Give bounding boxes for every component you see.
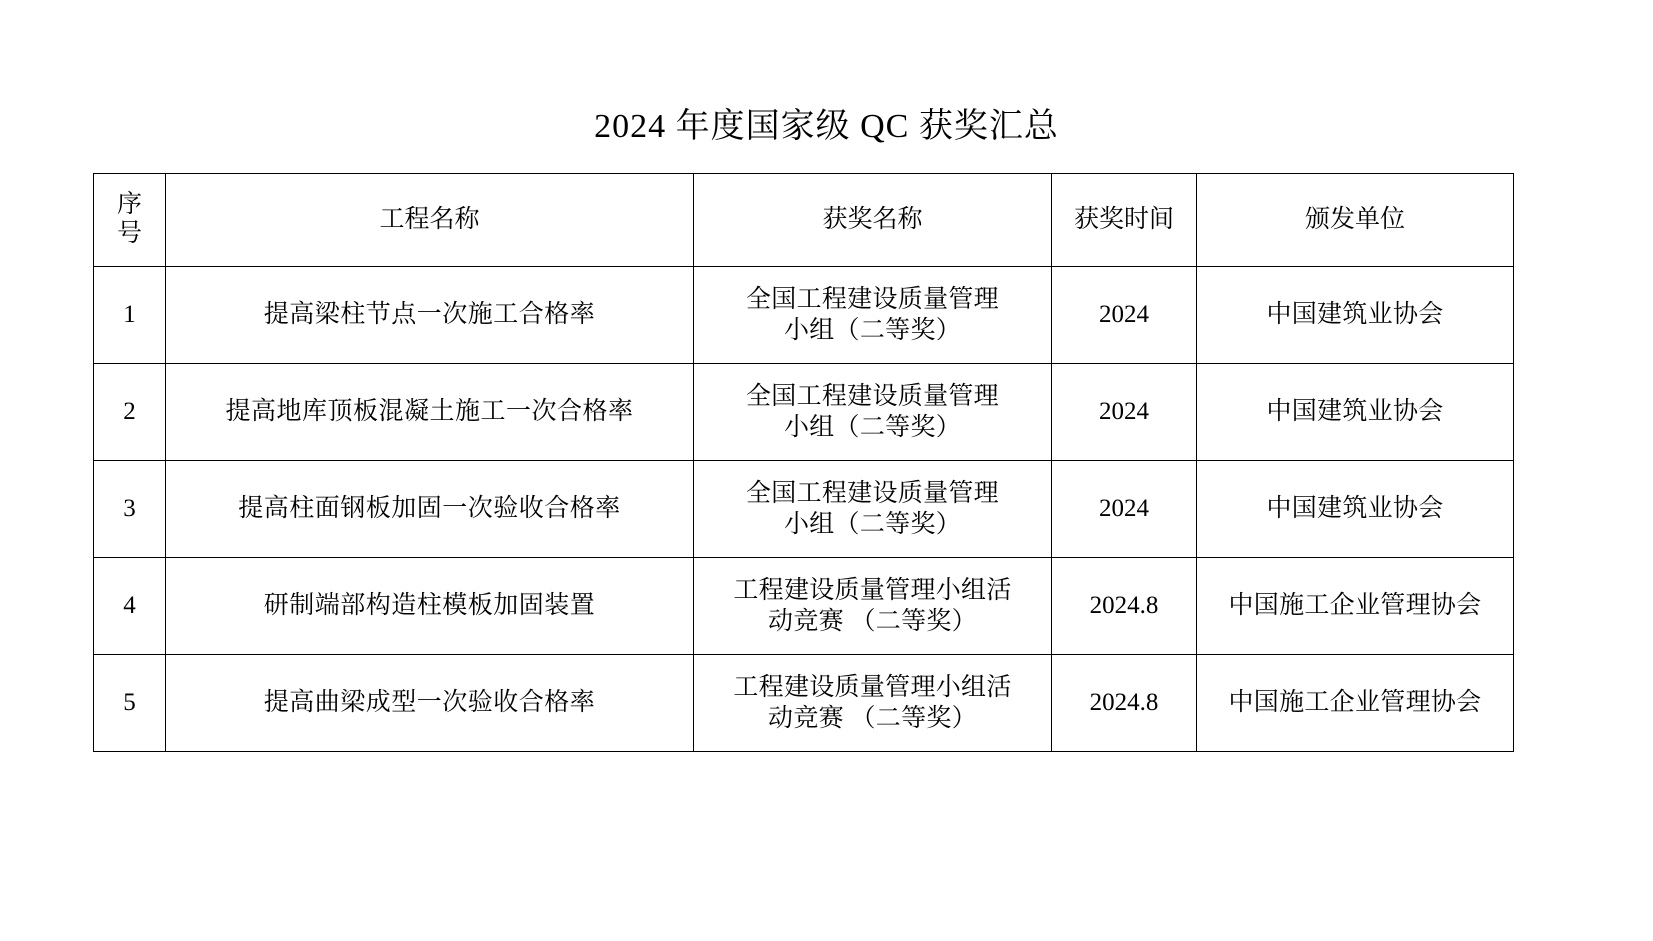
- cell-org: 中国建筑业协会: [1197, 364, 1514, 461]
- cell-award: [694, 461, 1052, 558]
- cell-award: [694, 558, 1052, 655]
- table-header: [94, 174, 1514, 267]
- cell-award-line1: 全国工程建设质量管理: [745, 285, 999, 313]
- cell-seq: 1: [94, 267, 166, 364]
- cell-seq: 4: [94, 558, 166, 655]
- column-header-project: 工程名称: [166, 174, 694, 267]
- cell-org: 中国施工企业管理协会: [1197, 558, 1514, 655]
- column-header-award: 获奖名称: [694, 174, 1052, 267]
- cell-award-line2: 动竞赛 （二等奖）: [768, 705, 977, 732]
- cell-award: [694, 267, 1052, 364]
- column-header-seq: [94, 174, 166, 267]
- cell-time: 2024: [1052, 364, 1197, 461]
- cell-project: 提高柱面钢板加固一次验收合格率: [166, 461, 694, 558]
- cell-seq: 5: [94, 655, 166, 752]
- table-row: [94, 364, 1514, 461]
- cell-award: [694, 655, 1052, 752]
- column-header-seq-line1: 序: [116, 191, 142, 219]
- cell-award-line2: 小组（二等奖）: [783, 317, 962, 344]
- page-title: 2024 年度国家级 QC 获奖汇总: [594, 108, 1059, 145]
- table-row: [94, 461, 1514, 558]
- table-row: [94, 655, 1514, 752]
- cell-org: 中国建筑业协会: [1197, 267, 1514, 364]
- cell-org: 中国施工企业管理协会: [1197, 655, 1514, 752]
- cell-award-line2: 动竞赛 （二等奖）: [768, 608, 977, 635]
- award-summary-table: [93, 173, 1514, 752]
- column-header-time: 获奖时间: [1052, 174, 1197, 267]
- cell-seq: 2: [94, 364, 166, 461]
- cell-time: 2024: [1052, 461, 1197, 558]
- cell-time: 2024.8: [1052, 558, 1197, 655]
- column-header-org: 颁发单位: [1197, 174, 1514, 267]
- table-header-row: [94, 174, 1514, 267]
- cell-time: 2024.8: [1052, 655, 1197, 752]
- cell-award: [694, 364, 1052, 461]
- cell-org: 中国建筑业协会: [1197, 461, 1514, 558]
- cell-time: 2024: [1052, 267, 1197, 364]
- cell-project: 提高梁柱节点一次施工合格率: [166, 267, 694, 364]
- cell-award-line2: 小组（二等奖）: [783, 414, 962, 441]
- column-header-seq-line2: 号: [116, 220, 142, 247]
- cell-award-line1: 全国工程建设质量管理: [745, 382, 999, 410]
- cell-project: 提高地库顶板混凝土施工一次合格率: [166, 364, 694, 461]
- cell-project: 提高曲梁成型一次验收合格率: [166, 655, 694, 752]
- table-row: [94, 558, 1514, 655]
- table-row: [94, 267, 1514, 364]
- award-table-container: [93, 173, 1513, 752]
- cell-seq: 3: [94, 461, 166, 558]
- cell-award-line1: 工程建设质量管理小组活: [733, 576, 1012, 604]
- cell-award-line2: 小组（二等奖）: [783, 511, 962, 538]
- cell-award-line1: 工程建设质量管理小组活: [733, 673, 1012, 701]
- cell-award-line1: 全国工程建设质量管理: [745, 479, 999, 507]
- cell-project: 研制端部构造柱模板加固装置: [166, 558, 694, 655]
- table-body: [94, 267, 1514, 752]
